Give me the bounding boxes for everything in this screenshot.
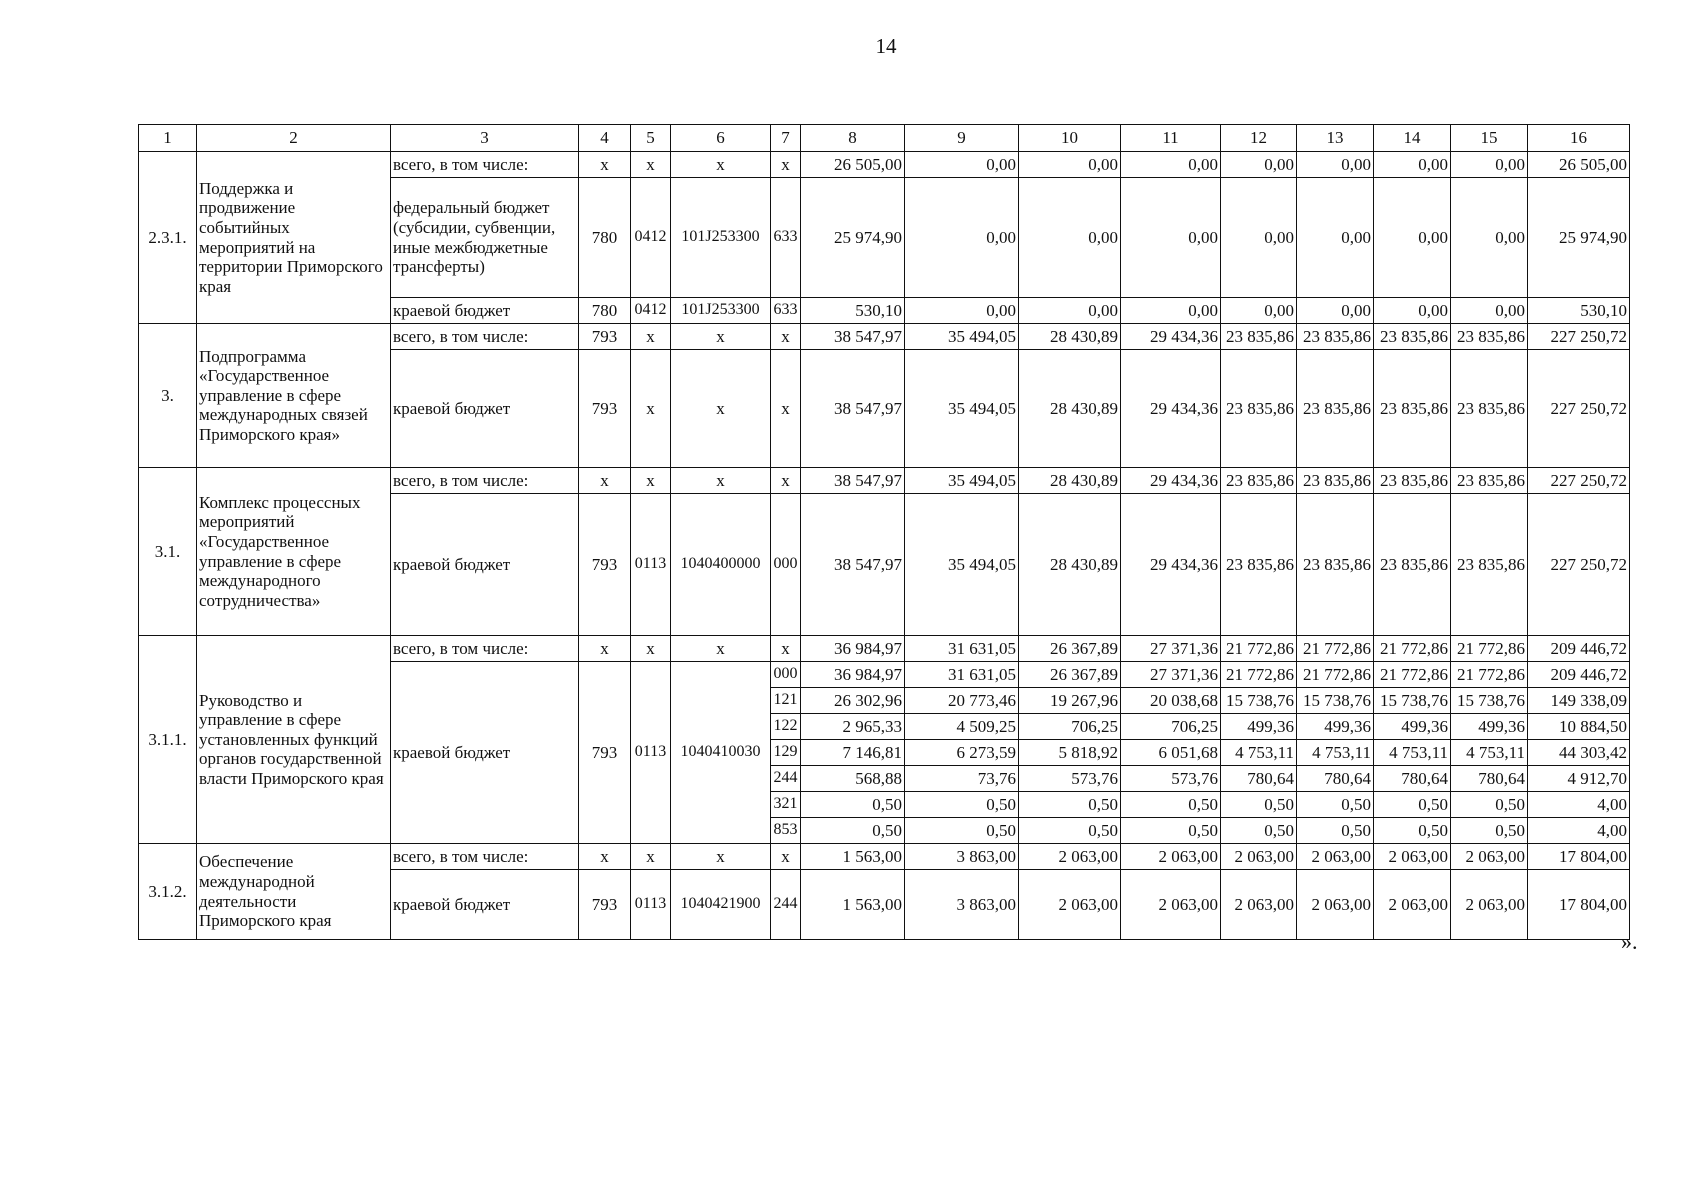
value-cell: 29 434,36 [1121, 350, 1221, 468]
value-cell: 3 863,00 [905, 844, 1019, 870]
value-cell: 0,00 [1297, 152, 1374, 178]
value-cell: 530,10 [1528, 298, 1630, 324]
code-cell: 244 [771, 870, 801, 940]
code-cell: x [771, 844, 801, 870]
value-cell: 2 063,00 [1451, 870, 1528, 940]
value-cell: 10 884,50 [1528, 714, 1630, 740]
table-row [139, 324, 1630, 350]
code-cell: x [631, 468, 671, 494]
header-cell: 4 [579, 125, 631, 152]
value-cell: 0,00 [1121, 298, 1221, 324]
value-cell: 780,64 [1221, 766, 1297, 792]
value-cell: 21 772,86 [1297, 636, 1374, 662]
value-cell: 0,50 [1221, 818, 1297, 844]
value-cell: 0,00 [1121, 178, 1221, 298]
code-cell: 0412 [631, 298, 671, 324]
funding-source: краевой бюджет [391, 350, 579, 468]
code-cell: 780 [579, 298, 631, 324]
value-cell: 0,00 [1221, 178, 1297, 298]
value-cell: 149 338,09 [1528, 688, 1630, 714]
value-cell: 0,00 [1451, 178, 1528, 298]
value-cell: 20 773,46 [905, 688, 1019, 714]
value-cell: 0,50 [1451, 818, 1528, 844]
code-cell: x [671, 468, 771, 494]
value-cell: 23 835,86 [1451, 468, 1528, 494]
code-cell: x [579, 636, 631, 662]
value-cell: 530,10 [801, 298, 905, 324]
value-cell: 2 063,00 [1121, 870, 1221, 940]
value-cell: 0,00 [1019, 178, 1121, 298]
value-cell: 15 738,76 [1221, 688, 1297, 714]
code-cell: x [579, 844, 631, 870]
code-cell: 101J253300 [671, 178, 771, 298]
value-cell: 23 835,86 [1374, 324, 1451, 350]
section-number: 3.1. [139, 468, 197, 636]
code-cell: x [671, 844, 771, 870]
section-number: 3.1.2. [139, 844, 197, 940]
value-cell: 17 804,00 [1528, 844, 1630, 870]
value-cell: 0,00 [905, 152, 1019, 178]
section-title: Поддержка и продвижение событийных мероприятий на территории Приморского края [197, 152, 391, 324]
funding-source: всего, в том числе: [391, 468, 579, 494]
value-cell: 23 835,86 [1451, 324, 1528, 350]
value-cell: 38 547,97 [801, 350, 905, 468]
code-cell: 122 [771, 714, 801, 740]
program-budget-table [138, 124, 1630, 940]
value-cell: 36 984,97 [801, 662, 905, 688]
value-cell: 2 063,00 [1019, 844, 1121, 870]
value-cell: 21 772,86 [1374, 636, 1451, 662]
value-cell: 19 267,96 [1019, 688, 1121, 714]
section-title: Руководство и управление в сфере установленных функций органов государственной власти Приморского края [197, 636, 391, 844]
value-cell: 21 772,86 [1221, 662, 1297, 688]
value-cell: 0,50 [1019, 792, 1121, 818]
value-cell: 23 835,86 [1297, 494, 1374, 636]
value-cell: 36 984,97 [801, 636, 905, 662]
value-cell: 1 563,00 [801, 870, 905, 940]
value-cell: 23 835,86 [1221, 324, 1297, 350]
header-cell: 10 [1019, 125, 1121, 152]
header-cell: 6 [671, 125, 771, 152]
code-cell: x [631, 152, 671, 178]
code-cell: x [771, 636, 801, 662]
code-cell: 129 [771, 740, 801, 766]
code-cell: x [771, 324, 801, 350]
value-cell: 23 835,86 [1221, 350, 1297, 468]
table-row [139, 636, 1630, 662]
header-cell: 1 [139, 125, 197, 152]
value-cell: 0,50 [1121, 818, 1221, 844]
value-cell: 227 250,72 [1528, 494, 1630, 636]
funding-source: краевой бюджет [391, 298, 579, 324]
value-cell: 0,50 [1451, 792, 1528, 818]
value-cell: 4 753,11 [1297, 740, 1374, 766]
table-row [139, 844, 1630, 870]
value-cell: 0,00 [1019, 152, 1121, 178]
section-title: Обеспечение международной деятельности Приморского края [197, 844, 391, 940]
value-cell: 568,88 [801, 766, 905, 792]
code-cell: 853 [771, 818, 801, 844]
value-cell: 0,50 [1019, 818, 1121, 844]
funding-source: всего, в том числе: [391, 152, 579, 178]
value-cell: 706,25 [1019, 714, 1121, 740]
value-cell: 27 371,36 [1121, 636, 1221, 662]
value-cell: 4 912,70 [1528, 766, 1630, 792]
value-cell: 499,36 [1297, 714, 1374, 740]
value-cell: 0,00 [1374, 298, 1451, 324]
code-cell: x [579, 468, 631, 494]
value-cell: 21 772,86 [1221, 636, 1297, 662]
section-number: 3. [139, 324, 197, 468]
code-cell: 1040410030 [671, 662, 771, 844]
header-cell: 3 [391, 125, 579, 152]
value-cell: 23 835,86 [1297, 324, 1374, 350]
value-cell: 0,50 [1221, 792, 1297, 818]
code-cell: x [671, 636, 771, 662]
value-cell: 0,50 [801, 818, 905, 844]
value-cell: 2 063,00 [1221, 844, 1297, 870]
code-cell: x [671, 324, 771, 350]
value-cell: 0,00 [905, 178, 1019, 298]
value-cell: 227 250,72 [1528, 324, 1630, 350]
code-cell: x [771, 468, 801, 494]
value-cell: 0,00 [905, 298, 1019, 324]
value-cell: 29 434,36 [1121, 468, 1221, 494]
section-number: 2.3.1. [139, 152, 197, 324]
header-cell: 2 [197, 125, 391, 152]
value-cell: 23 835,86 [1221, 494, 1297, 636]
header-cell: 13 [1297, 125, 1374, 152]
value-cell: 0,00 [1121, 152, 1221, 178]
closing-quote-mark: ». [1621, 929, 1638, 954]
section-number: 3.1.1. [139, 636, 197, 844]
value-cell: 17 804,00 [1528, 870, 1630, 940]
code-cell: 121 [771, 688, 801, 714]
value-cell: 0,00 [1374, 152, 1451, 178]
funding-source: федеральный бюджет (субсидии, субвенции, иные межбюджетные трансферты) [391, 178, 579, 298]
value-cell: 21 772,86 [1297, 662, 1374, 688]
code-cell: x [771, 350, 801, 468]
code-cell: 793 [579, 350, 631, 468]
value-cell: 0,50 [1374, 792, 1451, 818]
code-cell: x [771, 152, 801, 178]
value-cell: 35 494,05 [905, 324, 1019, 350]
funding-source: краевой бюджет [391, 494, 579, 636]
value-cell: 23 835,86 [1374, 350, 1451, 468]
value-cell: 26 302,96 [801, 688, 905, 714]
value-cell: 209 446,72 [1528, 636, 1630, 662]
funding-source: всего, в том числе: [391, 636, 579, 662]
value-cell: 706,25 [1121, 714, 1221, 740]
section-title: Комплекс процессных мероприятий «Государственное управление в сфере международного сотрудничества» [197, 468, 391, 636]
value-cell: 780,64 [1297, 766, 1374, 792]
table-row [139, 152, 1630, 178]
value-cell: 0,00 [1374, 178, 1451, 298]
value-cell: 29 434,36 [1121, 324, 1221, 350]
code-cell: 633 [771, 298, 801, 324]
value-cell: 0,50 [905, 818, 1019, 844]
value-cell: 21 772,86 [1451, 662, 1528, 688]
value-cell: 573,76 [1121, 766, 1221, 792]
value-cell: 2 965,33 [801, 714, 905, 740]
value-cell: 780,64 [1374, 766, 1451, 792]
value-cell: 6 051,68 [1121, 740, 1221, 766]
value-cell: 2 063,00 [1221, 870, 1297, 940]
value-cell: 15 738,76 [1374, 688, 1451, 714]
header-cell: 16 [1528, 125, 1630, 152]
value-cell: 4,00 [1528, 818, 1630, 844]
value-cell: 4,00 [1528, 792, 1630, 818]
value-cell: 0,50 [801, 792, 905, 818]
code-cell: 000 [771, 662, 801, 688]
value-cell: 23 835,86 [1297, 350, 1374, 468]
value-cell: 5 818,92 [1019, 740, 1121, 766]
value-cell: 0,50 [1121, 792, 1221, 818]
value-cell: 0,00 [1451, 298, 1528, 324]
code-cell: x [631, 350, 671, 468]
code-cell: 321 [771, 792, 801, 818]
value-cell: 28 430,89 [1019, 324, 1121, 350]
value-cell: 21 772,86 [1374, 662, 1451, 688]
value-cell: 499,36 [1221, 714, 1297, 740]
code-cell: x [671, 152, 771, 178]
value-cell: 4 509,25 [905, 714, 1019, 740]
value-cell: 38 547,97 [801, 324, 905, 350]
value-cell: 1 563,00 [801, 844, 905, 870]
value-cell: 15 738,76 [1297, 688, 1374, 714]
value-cell: 73,76 [905, 766, 1019, 792]
value-cell: 21 772,86 [1451, 636, 1528, 662]
value-cell: 4 753,11 [1221, 740, 1297, 766]
code-cell: 0113 [631, 662, 671, 844]
header-cell: 14 [1374, 125, 1451, 152]
value-cell: 29 434,36 [1121, 494, 1221, 636]
value-cell: 2 063,00 [1019, 870, 1121, 940]
value-cell: 780,64 [1451, 766, 1528, 792]
table-row [139, 468, 1630, 494]
value-cell: 38 547,97 [801, 468, 905, 494]
code-cell: 780 [579, 178, 631, 298]
code-cell: 793 [579, 324, 631, 350]
value-cell: 23 835,86 [1221, 468, 1297, 494]
value-cell: 44 303,42 [1528, 740, 1630, 766]
value-cell: 499,36 [1374, 714, 1451, 740]
value-cell: 0,50 [1374, 818, 1451, 844]
value-cell: 25 974,90 [801, 178, 905, 298]
header-cell: 11 [1121, 125, 1221, 152]
value-cell: 0,00 [1297, 178, 1374, 298]
value-cell: 7 146,81 [801, 740, 905, 766]
value-cell: 0,50 [905, 792, 1019, 818]
value-cell: 2 063,00 [1374, 844, 1451, 870]
code-cell: 101J253300 [671, 298, 771, 324]
value-cell: 2 063,00 [1297, 870, 1374, 940]
header-row [139, 125, 1630, 152]
value-cell: 28 430,89 [1019, 350, 1121, 468]
value-cell: 28 430,89 [1019, 494, 1121, 636]
header-cell: 9 [905, 125, 1019, 152]
value-cell: 28 430,89 [1019, 468, 1121, 494]
code-cell: 000 [771, 494, 801, 636]
code-cell: 793 [579, 870, 631, 940]
value-cell: 31 631,05 [905, 636, 1019, 662]
header-cell: 12 [1221, 125, 1297, 152]
code-cell: 244 [771, 766, 801, 792]
value-cell: 227 250,72 [1528, 350, 1630, 468]
value-cell: 23 835,86 [1297, 468, 1374, 494]
header-cell: 5 [631, 125, 671, 152]
value-cell: 4 753,11 [1451, 740, 1528, 766]
value-cell: 0,50 [1297, 792, 1374, 818]
value-cell: 0,00 [1221, 152, 1297, 178]
value-cell: 35 494,05 [905, 494, 1019, 636]
value-cell: 0,00 [1221, 298, 1297, 324]
header-cell: 15 [1451, 125, 1528, 152]
value-cell: 6 273,59 [905, 740, 1019, 766]
code-cell: 1040400000 [671, 494, 771, 636]
code-cell: 793 [579, 494, 631, 636]
value-cell: 23 835,86 [1451, 350, 1528, 468]
column-number-header [139, 125, 1630, 152]
value-cell: 20 038,68 [1121, 688, 1221, 714]
code-cell: x [631, 844, 671, 870]
funding-source: всего, в том числе: [391, 844, 579, 870]
value-cell: 4 753,11 [1374, 740, 1451, 766]
code-cell: 1040421900 [671, 870, 771, 940]
value-cell: 2 063,00 [1451, 844, 1528, 870]
value-cell: 499,36 [1451, 714, 1528, 740]
value-cell: 0,50 [1297, 818, 1374, 844]
value-cell: 26 505,00 [801, 152, 905, 178]
code-cell: x [631, 636, 671, 662]
value-cell: 23 835,86 [1374, 494, 1451, 636]
value-cell: 23 835,86 [1451, 494, 1528, 636]
value-cell: 3 863,00 [905, 870, 1019, 940]
header-cell: 7 [771, 125, 801, 152]
value-cell: 0,00 [1451, 152, 1528, 178]
value-cell: 2 063,00 [1374, 870, 1451, 940]
value-cell: 209 446,72 [1528, 662, 1630, 688]
value-cell: 31 631,05 [905, 662, 1019, 688]
value-cell: 2 063,00 [1297, 844, 1374, 870]
header-cell: 8 [801, 125, 905, 152]
value-cell: 23 835,86 [1374, 468, 1451, 494]
code-cell: 0412 [631, 178, 671, 298]
code-cell: x [631, 324, 671, 350]
value-cell: 25 974,90 [1528, 178, 1630, 298]
value-cell: 35 494,05 [905, 350, 1019, 468]
value-cell: 26 367,89 [1019, 636, 1121, 662]
code-cell: 0113 [631, 870, 671, 940]
code-cell: x [671, 350, 771, 468]
value-cell: 0,00 [1297, 298, 1374, 324]
page-number: 14 [875, 34, 897, 58]
value-cell: 573,76 [1019, 766, 1121, 792]
value-cell: 26 505,00 [1528, 152, 1630, 178]
value-cell: 27 371,36 [1121, 662, 1221, 688]
section-title: Подпрограмма «Государственное управление в сфере международных связей Приморского края» [197, 324, 391, 468]
funding-source: краевой бюджет [391, 662, 579, 844]
value-cell: 227 250,72 [1528, 468, 1630, 494]
funding-source: краевой бюджет [391, 870, 579, 940]
value-cell: 15 738,76 [1451, 688, 1528, 714]
value-cell: 26 367,89 [1019, 662, 1121, 688]
value-cell: 38 547,97 [801, 494, 905, 636]
value-cell: 2 063,00 [1121, 844, 1221, 870]
code-cell: 793 [579, 662, 631, 844]
code-cell: x [579, 152, 631, 178]
value-cell: 0,00 [1019, 298, 1121, 324]
value-cell: 35 494,05 [905, 468, 1019, 494]
code-cell: 0113 [631, 494, 671, 636]
funding-source: всего, в том числе: [391, 324, 579, 350]
code-cell: 633 [771, 178, 801, 298]
